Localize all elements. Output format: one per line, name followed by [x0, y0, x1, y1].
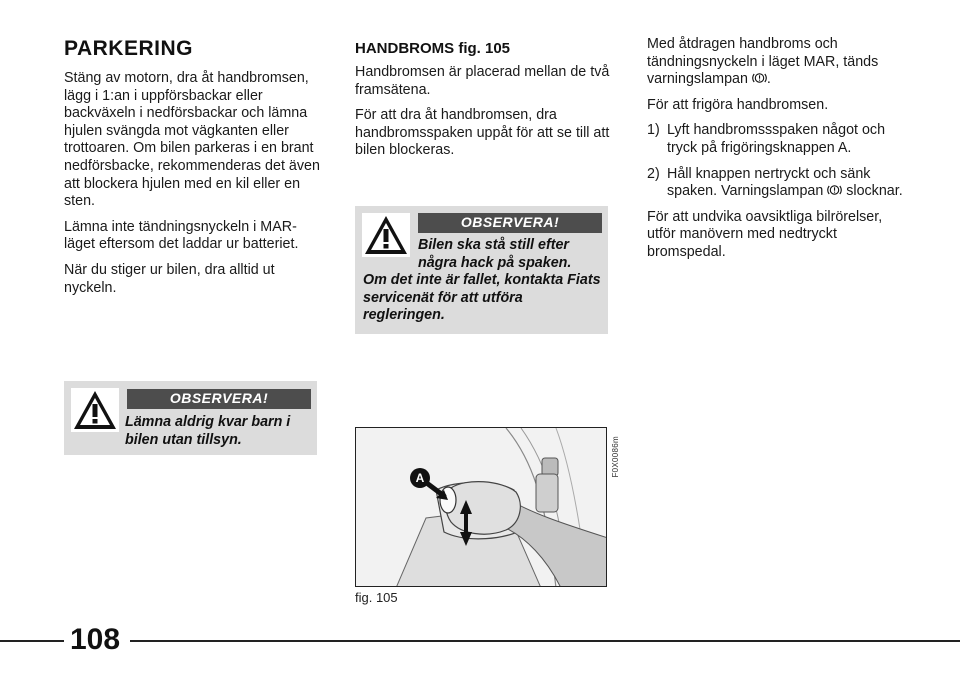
- paragraph-handbrake-2: För att dra åt handbromsen, dra handbromsspaken uppåt för att se till att bilen blockeras.: [355, 107, 610, 159]
- paragraph-parking-2: Lämna inte tändningsnyckeln i MAR-läget eftersom det laddar ur batteriet.: [64, 218, 299, 253]
- warning-banner: OBSERVERA!: [127, 389, 311, 409]
- paragraph-parking-3: När du stiger ur bilen, dra alltid ut nyckeln.: [64, 261, 275, 296]
- warning-text-top: Bilen ska stå still efter några hack på spaken.: [418, 237, 572, 271]
- list-item: [647, 122, 907, 157]
- step-text-end: slocknar.: [842, 183, 903, 200]
- warning-triangle-icon: [362, 213, 410, 257]
- brake-warning-lamp-icon: [752, 71, 767, 85]
- footer-rule-left: [0, 640, 64, 642]
- warning-banner: OBSERVERA!: [418, 213, 602, 233]
- paragraph-caution: För att undvika oavsiktliga bilrörelser, utför manövern med nedtryckt bromspedal.: [647, 208, 883, 260]
- step-text: [667, 122, 907, 157]
- paragraph-handbrake-1: Handbromsen är placerad mellan de två framsätena.: [355, 64, 610, 98]
- warning-text: Lämna aldrig kvar barn i bilen utan tillsyn.: [125, 414, 291, 448]
- column-parking: [64, 36, 320, 305]
- section-heading-parking: PARKERING: [64, 37, 193, 60]
- warning-box-children: [64, 381, 317, 455]
- list-item: [647, 166, 907, 201]
- warning-triangle-icon: [71, 388, 119, 432]
- section-heading-handbrake: HANDBROMS fig. 105: [355, 40, 511, 57]
- release-steps-list: [647, 122, 907, 200]
- figure-handbrake-illustration: [355, 427, 607, 587]
- step-number: 2): [647, 165, 660, 182]
- step-number: 1): [647, 122, 660, 139]
- footer-rule-right: [130, 640, 960, 642]
- figure-label-a: A: [415, 471, 425, 485]
- paragraph-lamp-on-text: Med åtdragen handbroms och tändningsnyckeln i läget MAR, tänds varningslampan: [647, 36, 879, 88]
- paragraph-lamp-on: [647, 36, 907, 89]
- page-number: 108: [70, 623, 121, 656]
- paragraph-parking-1: Stäng av motorn, dra åt handbromsen, lägg i 1:an i uppförsbackar eller backväxeln i nedförsbackar och lämna hjulen svängda mot vägkanten eller trottoaren. Om bilen parkeras i en brant nedförsbacke, rekommenderas det även att blockera hjulen med en kil eller en sten.: [64, 70, 320, 210]
- figure-code: F0X0086m: [611, 436, 620, 478]
- warning-box-handbrake: [355, 206, 608, 334]
- step-text-main: Lyft handbromssspaken något och tryck på frigöringsknappen A.: [667, 122, 886, 156]
- column-handbrake-release: [647, 36, 907, 270]
- paragraph-lamp-on-end: .: [766, 71, 771, 88]
- step-text-main: Håll knappen nertryckt och sänk spaken. Varningslampan: [667, 165, 871, 200]
- brake-warning-lamp-icon: [827, 183, 842, 197]
- step-text: [667, 166, 907, 201]
- figure-caption: fig. 105: [355, 590, 398, 605]
- handbrake-illustration: [356, 428, 607, 587]
- column-handbrake: [355, 36, 610, 168]
- paragraph-release-intro: För att frigöra handbromsen.: [647, 96, 829, 113]
- warning-text-bottom: Om det inte är fallet, kontakta Fiats servicenät för att utföra regleringen.: [363, 272, 601, 323]
